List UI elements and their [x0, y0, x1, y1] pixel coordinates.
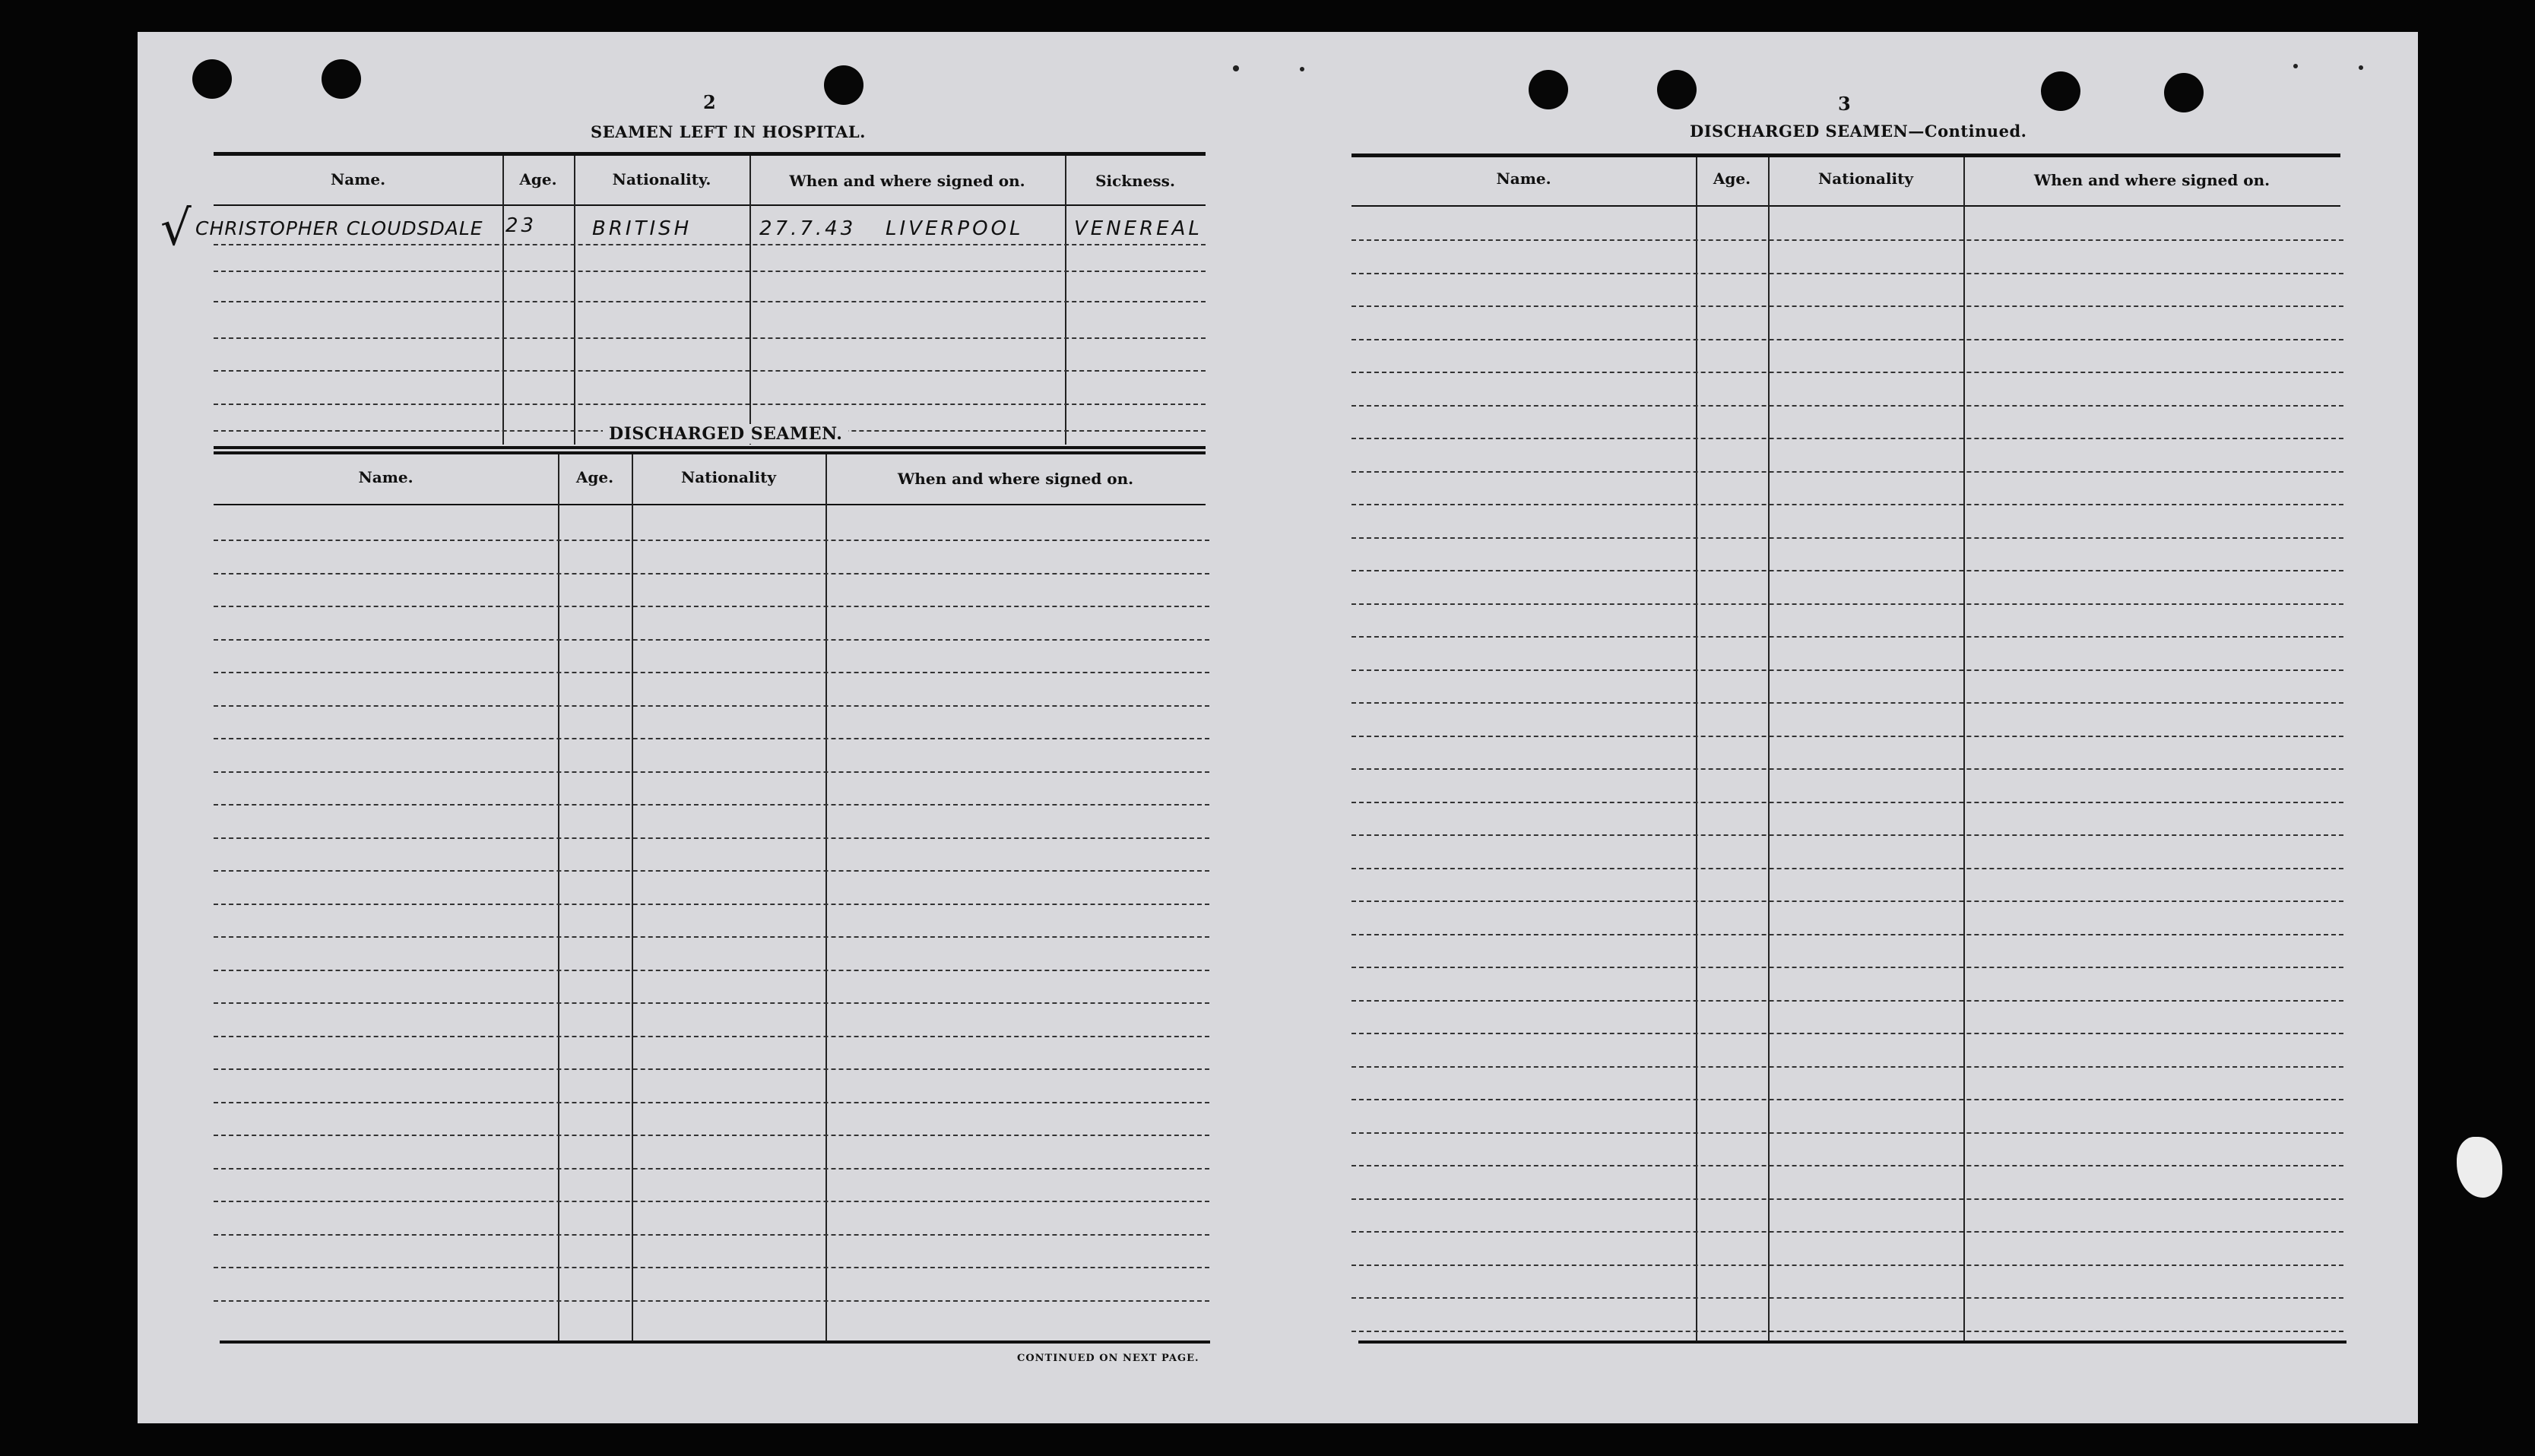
row-line — [1351, 471, 2343, 473]
header-name: Name. — [330, 170, 386, 188]
row-line — [1351, 438, 2343, 439]
row-line — [214, 904, 1209, 905]
header-nationality: Nationality. — [612, 170, 711, 188]
row-line — [1351, 1066, 2343, 1068]
row-line — [214, 970, 1209, 971]
row-line — [214, 1068, 1209, 1070]
header-nationality: Nationality — [681, 468, 776, 486]
table-top-rule — [214, 152, 1206, 156]
row-line — [214, 936, 1209, 938]
page-number: 3 — [1838, 93, 1851, 115]
row-line — [1351, 537, 2343, 539]
entry-place: LIVERPOOL — [886, 217, 1024, 240]
row-line — [214, 1002, 1209, 1004]
entry-sickness: VENEREAL — [1074, 217, 1203, 240]
row-line — [214, 639, 1209, 641]
row-line — [214, 1102, 1209, 1103]
column-divider — [1065, 156, 1066, 445]
row-line — [1351, 273, 2343, 274]
row-line — [1351, 305, 2343, 307]
column-divider — [825, 454, 827, 1340]
header-nationality: Nationality — [1818, 169, 1913, 188]
row-line — [1351, 768, 2343, 770]
column-divider — [1963, 157, 1965, 1340]
header-rule — [1351, 205, 2340, 207]
row-line — [214, 244, 1206, 245]
header-rule — [214, 204, 1206, 206]
scanned-document — [138, 32, 2418, 1423]
column-divider — [749, 156, 751, 445]
header-age: Age. — [1713, 169, 1751, 188]
row-line — [1351, 1331, 2343, 1332]
row-line — [1351, 504, 2343, 505]
table-bottom-rule — [220, 1340, 1210, 1344]
row-line — [214, 606, 1209, 607]
left-page — [138, 32, 1278, 1423]
header-name: Name. — [1496, 169, 1551, 188]
row-line — [214, 1300, 1209, 1302]
row-line — [214, 870, 1209, 872]
column-divider — [632, 454, 633, 1340]
check-mark: √ — [160, 201, 192, 257]
header-age: Age. — [575, 468, 614, 486]
row-line — [214, 271, 1206, 272]
row-line — [1351, 736, 2343, 737]
header-sickness: Sickness. — [1095, 172, 1175, 190]
row-line — [214, 1201, 1209, 1202]
continued-footer: CONTINUED ON NEXT PAGE. — [1017, 1353, 1199, 1364]
row-line — [1351, 834, 2343, 836]
table-top-rule — [214, 451, 1206, 454]
entry-name: CHRISTOPHER CLOUDSDALE — [195, 217, 483, 239]
row-line — [214, 804, 1209, 806]
header-age: Age. — [519, 170, 557, 188]
column-divider — [574, 156, 575, 445]
header-name: Name. — [358, 468, 414, 486]
row-line — [214, 771, 1209, 773]
row-line — [1351, 636, 2343, 638]
row-line — [1351, 1099, 2343, 1100]
row-line — [214, 705, 1209, 707]
row-line — [1351, 1033, 2343, 1034]
row-line — [1351, 901, 2343, 902]
row-line — [214, 1135, 1209, 1136]
row-line — [214, 540, 1209, 541]
row-line — [1351, 570, 2343, 571]
hospital-section-title: SEAMEN LEFT IN HOSPITAL. — [591, 122, 866, 141]
discharged-continued-title: DISCHARGED SEAMEN—Continued. — [1690, 122, 2027, 141]
column-divider — [1696, 157, 1697, 1340]
column-divider — [558, 454, 559, 1340]
row-line — [1351, 1165, 2343, 1166]
page-number: 2 — [703, 91, 716, 113]
row-line — [1351, 934, 2343, 935]
paper-fragment — [2457, 1137, 2502, 1198]
row-line — [214, 1267, 1209, 1268]
header-when-where: When and where signed on. — [897, 470, 1134, 488]
row-line — [1351, 339, 2343, 340]
row-line — [1351, 967, 2343, 968]
table-top-rule — [1351, 154, 2340, 157]
entry-date: 27.7.43 — [759, 217, 857, 240]
table-bottom-rule — [1358, 1340, 2346, 1344]
row-line — [1351, 868, 2343, 869]
header-when-where: When and where signed on. — [789, 172, 1025, 190]
row-line — [1351, 802, 2343, 803]
row-line — [214, 672, 1209, 673]
section-rule — [214, 446, 1206, 449]
row-line — [214, 1036, 1209, 1037]
row-line — [214, 1234, 1209, 1236]
row-line — [214, 301, 1206, 302]
row-line — [214, 738, 1209, 739]
row-line — [1351, 239, 2343, 241]
row-line — [1351, 1000, 2343, 1002]
header-when-where: When and where signed on. — [2033, 171, 2270, 189]
discharged-section-title: DISCHARGED SEAMEN. — [603, 424, 848, 444]
row-line — [1351, 405, 2343, 407]
row-line — [1351, 1132, 2343, 1134]
row-line — [1351, 603, 2343, 605]
row-line — [1351, 702, 2343, 704]
row-line — [1351, 669, 2343, 671]
row-line — [1351, 1231, 2343, 1233]
right-page — [1278, 32, 2418, 1423]
row-line — [214, 573, 1209, 574]
row-line — [214, 404, 1206, 405]
header-rule — [214, 504, 1206, 505]
row-line — [214, 837, 1209, 839]
row-line — [1351, 1265, 2343, 1266]
entry-nationality: BRITISH — [592, 217, 692, 240]
column-divider — [502, 156, 504, 445]
row-line — [1351, 372, 2343, 373]
row-line — [1351, 1198, 2343, 1200]
row-line — [1351, 1297, 2343, 1299]
row-line — [214, 337, 1206, 339]
column-divider — [1768, 157, 1770, 1340]
row-line — [214, 1168, 1209, 1170]
row-line — [214, 370, 1206, 372]
entry-age: 23 — [505, 214, 537, 237]
